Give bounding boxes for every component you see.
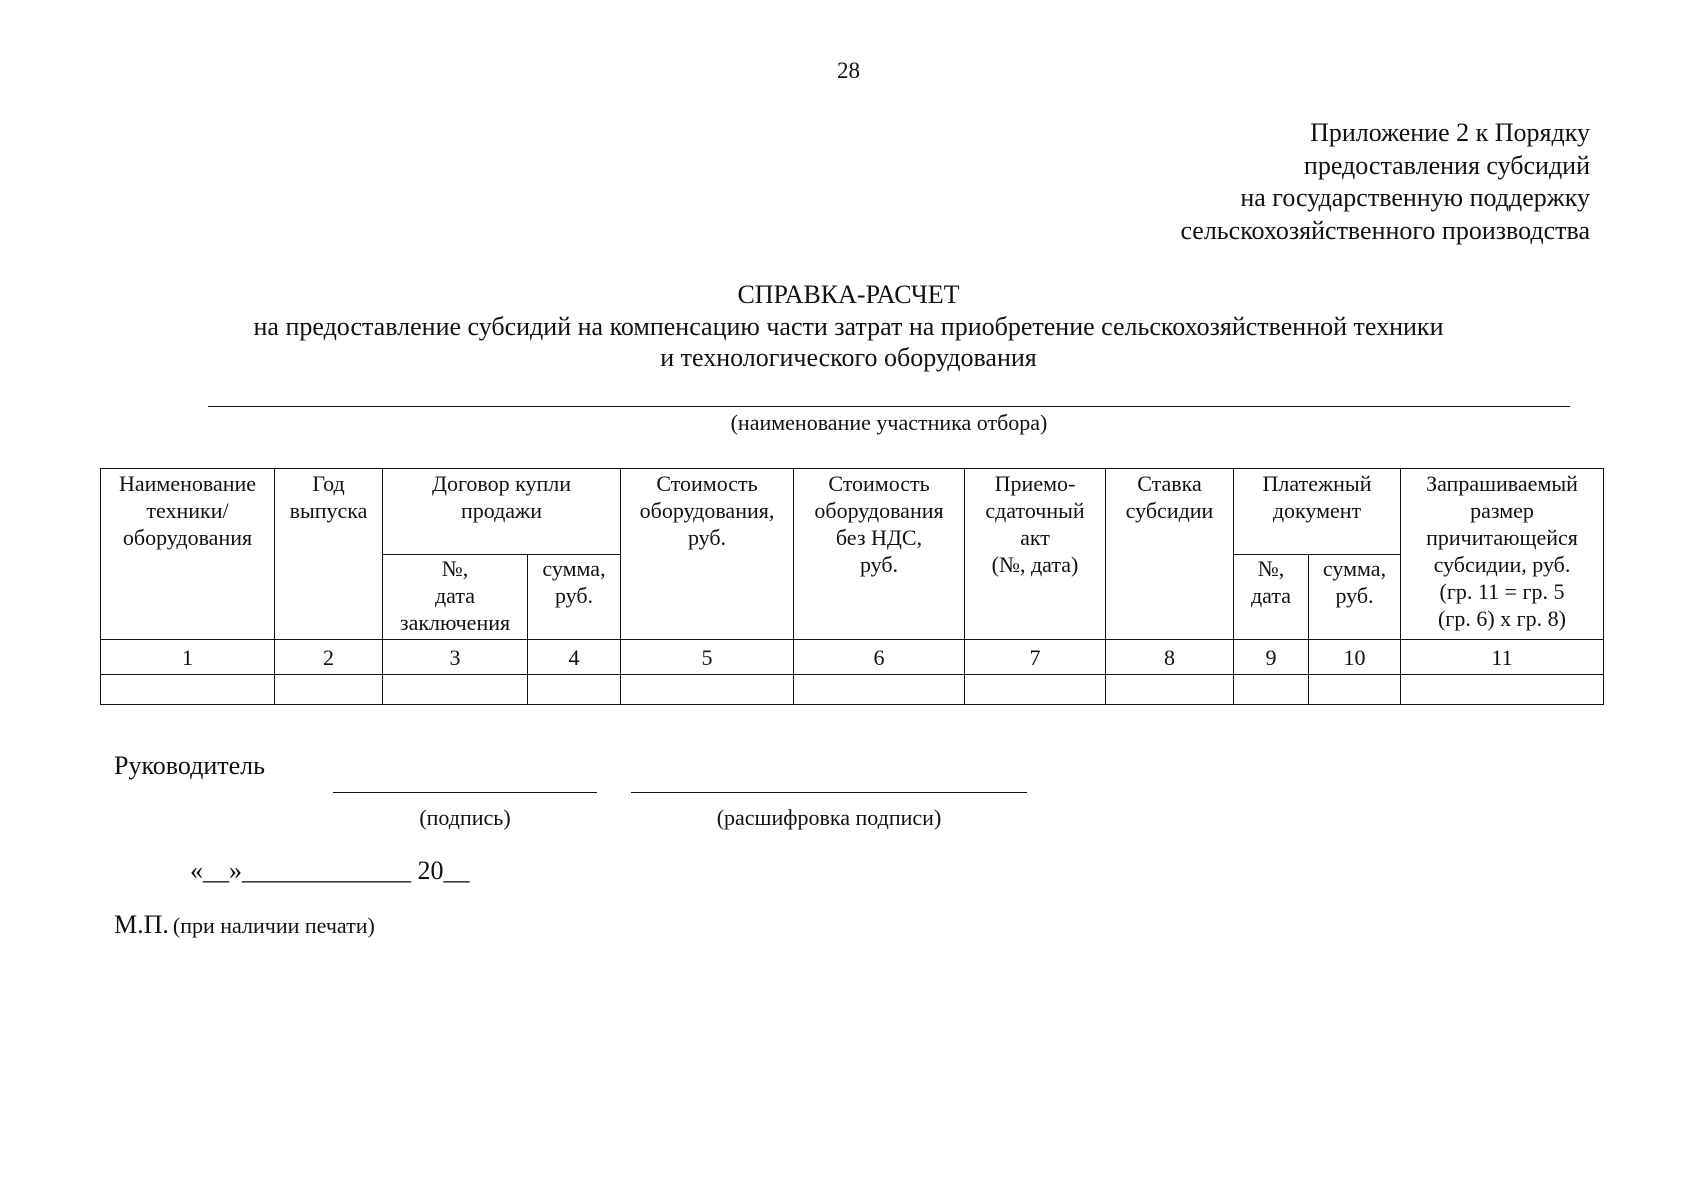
column-number: 9: [1234, 640, 1309, 675]
header-payment-number-date: №, дата: [1234, 555, 1309, 640]
column-number: 4: [528, 640, 621, 675]
appendix-reference: [1180, 117, 1590, 247]
header-cost-without-vat: Стоимость оборудования без НДС, руб.: [794, 469, 965, 640]
document-subtitle: [0, 311, 1697, 373]
appendix-line: Приложение 2 к Порядку: [1310, 118, 1590, 147]
column-number: 1: [101, 640, 275, 675]
header-payment-sum: сумма, руб.: [1309, 555, 1401, 640]
stamp-note: (при наличии печати): [172, 913, 375, 938]
table-cell-empty[interactable]: [101, 675, 275, 705]
column-number: 3: [383, 640, 528, 675]
header-requested-subsidy: Запрашиваемый размер причитающейся субсидии, руб. (гр. 11 = гр. 5 (гр. 6) х гр. 8): [1401, 469, 1604, 640]
column-number-row: [101, 640, 1604, 675]
header-contract-sum: сумма, руб.: [528, 555, 621, 640]
header-contract: Договор купли продажи: [383, 469, 621, 555]
column-number: 2: [275, 640, 383, 675]
signature-field[interactable]: [333, 792, 597, 793]
stamp-line: [114, 910, 375, 940]
table-cell-empty[interactable]: [1401, 675, 1604, 705]
document-title: СПРАВКА-РАСЧЕТ: [737, 280, 960, 309]
header-acceptance-act: Приемо- сдаточный акт (№, дата): [965, 469, 1106, 640]
table-cell-empty[interactable]: [1234, 675, 1309, 705]
table-cell-empty[interactable]: [794, 675, 965, 705]
participant-name-field[interactable]: [208, 406, 1570, 407]
table-row: [101, 675, 1604, 705]
table-cell-empty[interactable]: [621, 675, 794, 705]
table-cell-empty[interactable]: [1106, 675, 1234, 705]
head-label: Руководитель: [114, 751, 265, 780]
signature-decoding-field[interactable]: [631, 792, 1027, 793]
appendix-line: на государственную поддержку: [1240, 183, 1590, 212]
column-number: 5: [621, 640, 794, 675]
date-field[interactable]: «__»_____________ 20__: [190, 856, 470, 885]
table-header-row: [101, 469, 1604, 555]
appendix-line: сельскохозяйственного производства: [1180, 215, 1590, 245]
header-equipment-name: Наименование техники/ оборудования: [101, 469, 275, 640]
signature-caption: (подпись): [419, 805, 511, 830]
header-release-year: Год выпуска: [275, 469, 383, 640]
table-cell-empty[interactable]: [1309, 675, 1401, 705]
column-number: 7: [965, 640, 1106, 675]
table-cell-empty[interactable]: [965, 675, 1106, 705]
column-number: 10: [1309, 640, 1401, 675]
column-number: 11: [1401, 640, 1604, 675]
column-number: 8: [1106, 640, 1234, 675]
header-payment-document: Платежный документ: [1234, 469, 1401, 555]
subtitle-line: на предоставление субсидий на компенсацию части затрат на приобретение сельскохозяйственной техники: [253, 312, 1444, 341]
subsidy-calculation-table: [100, 468, 1604, 705]
table-cell-empty[interactable]: [275, 675, 383, 705]
table-cell-empty[interactable]: [528, 675, 621, 705]
column-number: 6: [794, 640, 965, 675]
participant-caption: (наименование участника отбора): [730, 410, 1048, 435]
header-contract-number-date: №, дата заключения: [383, 555, 528, 640]
subtitle-line: и технологического оборудования: [660, 343, 1037, 372]
signature-decoding-caption: (расшифровка подписи): [716, 805, 942, 830]
table-cell-empty[interactable]: [383, 675, 528, 705]
header-subsidy-rate: Ставка субсидии: [1106, 469, 1234, 640]
header-equipment-cost: Стоимость оборудования, руб.: [621, 469, 794, 640]
appendix-line: предоставления субсидий: [1303, 150, 1590, 180]
page-number: 28: [837, 58, 860, 83]
stamp-label: М.П.: [114, 910, 169, 939]
